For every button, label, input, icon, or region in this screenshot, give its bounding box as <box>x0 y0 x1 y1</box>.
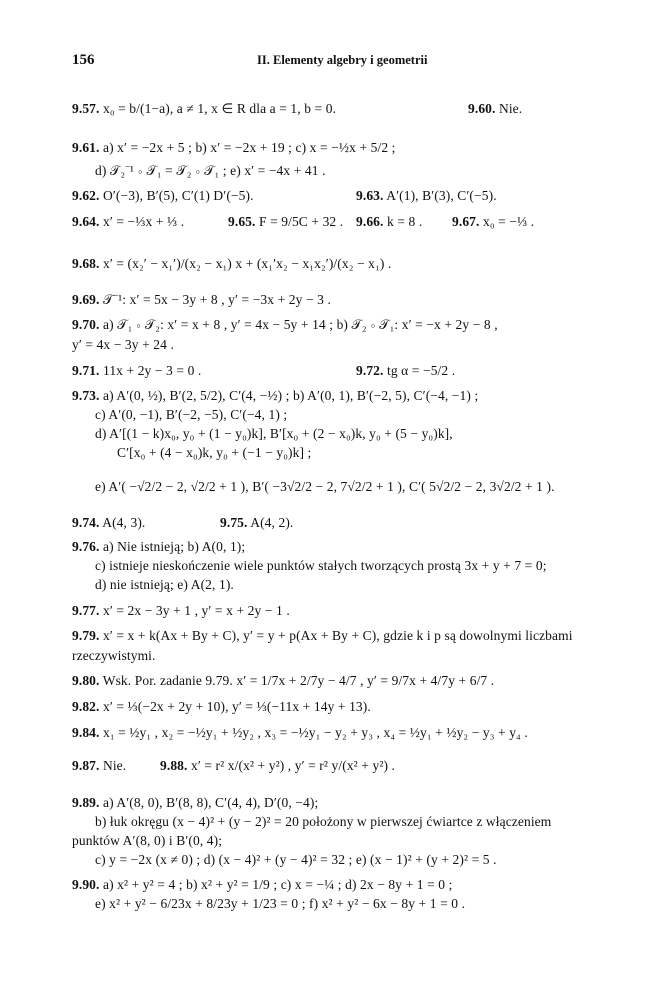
answer-number: 9.87. <box>72 758 100 773</box>
answer-text: A(4, 3). <box>102 515 146 530</box>
answer-number: 9.75. <box>220 515 248 530</box>
answer-9-68 <box>72 255 391 273</box>
answer-number: 9.90. <box>72 877 100 892</box>
answer-text: A(4, 2). <box>250 515 294 530</box>
answer-text: k = 8 . <box>386 214 423 229</box>
answer-9-76 <box>72 538 245 556</box>
answer-text: O′(−3), B′(5), C′(1) D′(−5). <box>102 188 254 203</box>
answer-number: 9.84. <box>72 725 100 740</box>
answer-9-62 <box>72 187 254 205</box>
answer-text: x′ = (x₂′ − x₁′)/(x₂ − x₁) x + (x₁′x₂ − x₁x₂′)/(x₂ − x₁) . <box>102 256 392 271</box>
answer-number: 9.82. <box>72 699 100 714</box>
answer-text: Wsk. Por. zadanie 9.79. x′ = 1/7x + 2/7y − 4/7 , y′ = 9/7x + 4/7y + 6/7 . <box>102 673 495 688</box>
answer-9-71 <box>72 362 201 380</box>
answer-number: 9.70. <box>72 317 100 332</box>
answer-text: c) y = −2x (x ≠ 0) ; d) (x − 4)² + (y − 4)² = 32 ; e) (x − 1)² + (y + 2)² = 5 . <box>95 852 497 867</box>
answer-number: 9.65. <box>228 214 256 229</box>
answer-9-69 <box>72 291 331 309</box>
answer-9-82 <box>72 698 371 716</box>
answer-9-90-e <box>95 895 465 913</box>
answer-9-76-d <box>95 576 234 594</box>
answer-9-79 <box>72 627 573 645</box>
answer-text: b) łuk okręgu (x − 4)² + (y − 2)² = 20 położony w pierwszej ćwiartce z włączeniem <box>95 814 552 829</box>
answer-text: a) A′(8, 0), B′(8, 8), C′(4, 4), D′(0, −4); <box>102 795 319 810</box>
answer-9-61-cont <box>95 162 326 180</box>
answer-number: 9.69. <box>72 292 100 307</box>
answer-number: 9.62. <box>72 188 100 203</box>
answer-9-72 <box>356 362 455 380</box>
answer-9-84 <box>72 724 528 742</box>
answer-text: x′ = r² x/(x² + y²) , y′ = r² y/(x² + y²) . <box>190 758 396 773</box>
answer-9-80 <box>72 672 494 690</box>
answer-9-74 <box>72 514 145 532</box>
answer-text: c) A′(0, −1), B′(−2, −5), C′(−4, 1) ; <box>95 407 288 422</box>
answer-text: x′ = x + k(Ax + By + C), y′ = y + p(Ax + By + C), gdzie k i p są dowolnymi liczbami <box>102 628 573 643</box>
answer-9-88 <box>160 757 395 775</box>
answer-9-60 <box>468 100 522 118</box>
answer-number: 9.89. <box>72 795 100 810</box>
answer-text: A′(1), B′(3), C′(−5). <box>386 188 497 203</box>
answer-number: 9.63. <box>356 188 384 203</box>
answer-text: d) A′[(1 − k)x₀, y₀ + (1 − y₀)k], B′[x₀ + (2 − x₀)k, y₀ + (5 − y₀)k], <box>95 426 453 441</box>
answer-9-76-c <box>95 557 547 575</box>
answer-number: 9.74. <box>72 515 100 530</box>
answer-number: 9.71. <box>72 363 100 378</box>
answer-text: a) A′(0, ½), B′(2, 5/2), C′(4, −½) ; b) A′(0, 1), B′(−2, 5), C′(−4, −1) ; <box>102 388 479 403</box>
answer-text: e) A′( −√2/2 − 2, √2/2 + 1 ), B′( −3√2/2 − 2, 7√2/2 + 1 ), C′( 5√2/2 − 2, 3√2/2 + 1 ). <box>95 479 555 494</box>
answer-9-77 <box>72 602 290 620</box>
answer-text: 11x + 2y − 3 = 0 . <box>102 363 202 378</box>
answer-text: x′ = ⅓(−2x + 2y + 10), y′ = ⅓(−11x + 14y + 13). <box>102 699 371 714</box>
answer-9-65 <box>228 213 343 231</box>
answer-9-67 <box>452 213 534 231</box>
answer-number: 9.60. <box>468 101 496 116</box>
answer-number: 9.57. <box>72 101 100 116</box>
answer-text: F = 9/5C + 32 . <box>258 214 344 229</box>
answer-number: 9.66. <box>356 214 384 229</box>
page-number: 156 <box>72 52 95 68</box>
answer-9-90 <box>72 876 452 894</box>
answer-number: 9.73. <box>72 388 100 403</box>
answer-text: Nie. <box>498 101 523 116</box>
answer-9-63 <box>356 187 497 205</box>
answer-9-73 <box>72 387 478 405</box>
answer-text: d) 𝒯₂⁻¹ ∘ 𝒯₁ = 𝒯₂ ∘ 𝒯₁ ; e) x′ = −4x + 41 . <box>95 163 326 178</box>
answer-text: x₀ = b/(1−a), a ≠ 1, x ∈ R dla a = 1, b = 0. <box>102 101 337 116</box>
answer-9-73-d-cont <box>117 444 311 462</box>
answer-text: tg α = −5/2 . <box>386 363 456 378</box>
answer-number: 9.64. <box>72 214 100 229</box>
answer-9-87 <box>72 757 126 775</box>
answer-text: c) istnieje nieskończenie wiele punktów stałych tworzących prostą 3x + y + 7 = 0; <box>95 558 547 573</box>
answer-text: a) x′ = −2x + 5 ; b) x′ = −2x + 19 ; c) x = −½x + 5/2 ; <box>102 140 396 155</box>
answer-number: 9.76. <box>72 539 100 554</box>
answer-text: a) 𝒯₁ ∘ 𝒯₂: x′ = x + 8 , y′ = 4x − 5y + 14 ; b) 𝒯₂ ∘ 𝒯₁: x′ = −x + 2y − 8 , <box>102 317 498 332</box>
answer-9-89 <box>72 794 318 812</box>
answer-text: x′ = −⅓x + ⅓ . <box>102 214 185 229</box>
answer-number: 9.67. <box>452 214 480 229</box>
answer-text: 𝒯⁻¹: x′ = 5x − 3y + 8 , y′ = −3x + 2y − 3 . <box>102 292 331 307</box>
answer-text: d) nie istnieją; e) A(2, 1). <box>95 577 234 592</box>
answer-9-70 <box>72 316 498 334</box>
answer-number: 9.80. <box>72 673 100 688</box>
answer-9-89-b <box>95 813 551 831</box>
answer-9-89-c <box>95 851 497 869</box>
answer-9-89-b-cont <box>72 832 222 850</box>
answer-text: x′ = 2x − 3y + 1 , y′ = x + 2y − 1 . <box>102 603 290 618</box>
answer-9-61 <box>72 139 396 157</box>
answer-text: y′ = 4x − 3y + 24 . <box>72 337 174 352</box>
answer-9-73-c <box>95 406 287 424</box>
answer-text: C′[x₀ + (4 − x₀)k, y₀ + (−1 − y₀)k] ; <box>117 445 312 460</box>
answer-9-66 <box>356 213 422 231</box>
answer-number: 9.77. <box>72 603 100 618</box>
answer-number: 9.61. <box>72 140 100 155</box>
page-header <box>72 52 612 74</box>
answer-text: a) Nie istnieją; b) A(0, 1); <box>102 539 246 554</box>
answer-9-70-cont <box>72 336 174 354</box>
answer-9-73-e <box>95 478 555 496</box>
answer-number: 9.72. <box>356 363 384 378</box>
answer-9-75 <box>220 514 293 532</box>
answer-text: e) x² + y² − 6/23x + 8/23y + 1/23 = 0 ; f) x² + y² − 6x − 8y + 1 = 0 . <box>95 896 466 911</box>
answer-9-73-d <box>95 425 453 443</box>
answer-text: x₀ = −⅓ . <box>482 214 535 229</box>
answer-9-64 <box>72 213 184 231</box>
answer-number: 9.68. <box>72 256 100 271</box>
answer-text: punktów A′(8, 0) i B′(0, 4); <box>72 833 223 848</box>
answer-text: Nie. <box>102 758 127 773</box>
answer-number: 9.88. <box>160 758 188 773</box>
answer-number: 9.79. <box>72 628 100 643</box>
answer-text: x₁ = ½y₁ , x₂ = −½y₁ + ½y₂ , x₃ = −½y₁ − y₂ + y₃ , x₄ = ½y₁ + ½y₂ − y₃ + y₄ . <box>102 725 528 740</box>
answer-text: a) x² + y² = 4 ; b) x² + y² = 1/9 ; c) x = −¼ ; d) 2x − 8y + 1 = 0 ; <box>102 877 453 892</box>
answer-text: rzeczywistymi. <box>72 648 156 663</box>
answer-9-57 <box>72 100 336 118</box>
answer-9-79-cont <box>72 647 156 665</box>
running-title: II. Elementy algebry i geometrii <box>257 53 428 67</box>
